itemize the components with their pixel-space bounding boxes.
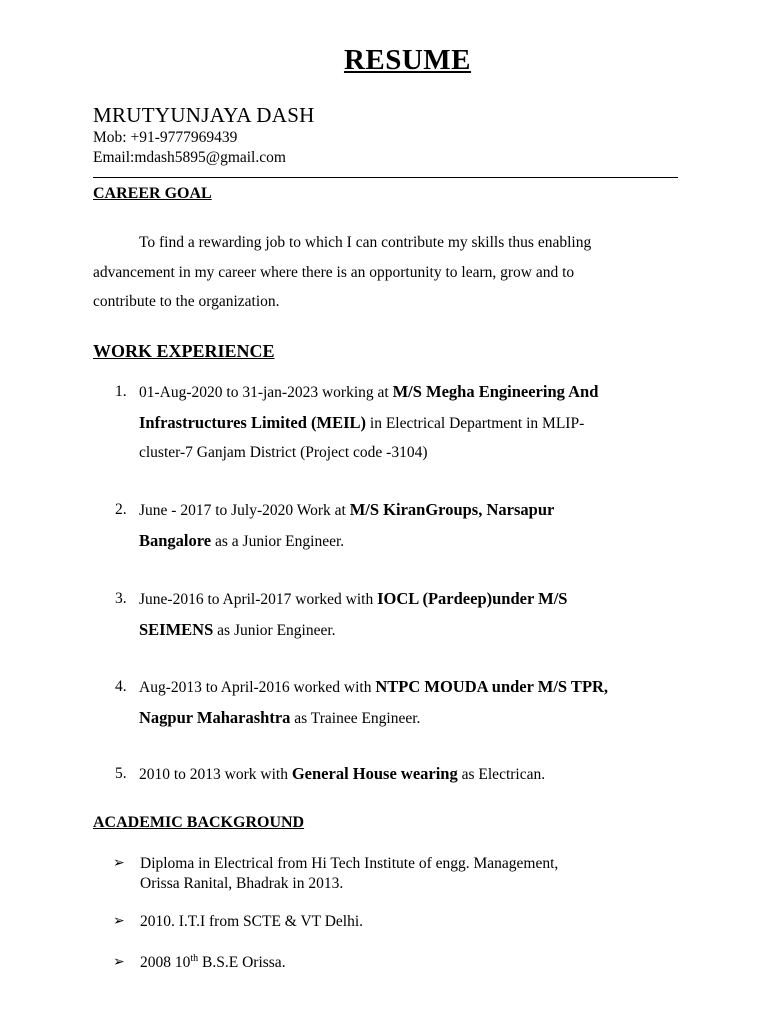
career-goal-heading: CAREER GOAL: [93, 185, 212, 202]
career-goal-line: advancement in my career where there is an opportunity to learn, grow and to: [93, 263, 575, 281]
employer-name: Bangalore: [139, 530, 212, 550]
item-text: as Electrican.: [457, 766, 546, 783]
work-experience-item: [115, 495, 680, 556]
employer-name: NTPC MOUDA under M/S TPR,: [375, 677, 609, 696]
item-text: as Junior Engineer.: [213, 621, 336, 639]
header-divider: [93, 177, 678, 178]
work-experience-item: [115, 759, 680, 790]
item-text: Diploma in Electrical from Hi Tech Institute of engg. Management,: [140, 855, 559, 872]
item-number: 4.: [115, 678, 127, 695]
arrowhead-bullet-icon: ➢: [113, 855, 125, 871]
work-experience-item: [115, 377, 680, 468]
academic-item: [113, 854, 673, 893]
item-number: 1.: [115, 383, 127, 400]
item-number: 5.: [115, 765, 127, 782]
item-text: Orissa Ranital, Bhadrak in 2013.: [140, 874, 344, 892]
item-text: June - 2017 to July-2020 Work at: [139, 502, 350, 519]
arrowhead-bullet-icon: ➢: [113, 954, 125, 970]
employer-name: Infrastructures Limited (MEIL): [139, 412, 367, 432]
employer-name: General House wearing: [291, 764, 458, 783]
item-number: 2.: [115, 501, 127, 518]
mobile-number: Mob: +91-9777969439: [93, 129, 238, 146]
work-experience-heading: WORK EXPERIENCE: [93, 341, 275, 361]
item-text: Aug-2013 to April-2016 worked with: [139, 679, 376, 696]
arrowhead-bullet-icon: ➢: [113, 913, 125, 929]
item-number: 3.: [115, 590, 127, 607]
work-experience-item: [115, 672, 680, 733]
ordinal-superscript: th: [190, 952, 199, 964]
academic-background-heading: ACADEMIC BACKGROUND: [93, 814, 305, 831]
item-text: June-2016 to April-2017 worked with: [139, 591, 378, 608]
employer-name: M/S KiranGroups, Narsapur: [349, 500, 555, 519]
career-goal-line: To find a rewarding job to which I can contribute my skills thus enabling: [139, 234, 592, 251]
item-text: cluster-7 Ganjam District (Project code -3104): [139, 444, 428, 461]
career-goal-line: contribute to the organization.: [93, 293, 280, 310]
email-address: Email:mdash5895@gmail.com: [93, 149, 286, 166]
employer-name: IOCL (Pardeep)under M/S: [377, 589, 568, 608]
item-text: in Electrical Department in MLIP-: [366, 414, 585, 432]
employer-name: Nagpur Maharashtra: [139, 707, 291, 727]
item-text: 01-Aug-2020 to 31-jan-2023 working at: [139, 384, 393, 401]
employer-name: M/S Megha Engineering And: [392, 382, 599, 401]
item-text: 2010. I.T.I from SCTE & VT Delhi.: [140, 913, 364, 930]
work-experience-item: [115, 584, 680, 645]
item-text: 2008 10: [140, 954, 191, 971]
academic-item: [113, 953, 673, 973]
item-text: B.S.E Orissa.: [198, 954, 286, 971]
candidate-name: MRUTYUNJAYA DASH: [93, 103, 315, 127]
item-text: as Trainee Engineer.: [290, 709, 421, 727]
item-text: 2010 to 2013 work with: [139, 766, 292, 783]
item-text: as a Junior Engineer.: [211, 532, 345, 550]
employer-name: SEIMENS: [139, 619, 214, 639]
academic-item: [113, 912, 673, 932]
page-title: RESUME: [343, 44, 472, 76]
career-goal-paragraph: [93, 228, 678, 317]
